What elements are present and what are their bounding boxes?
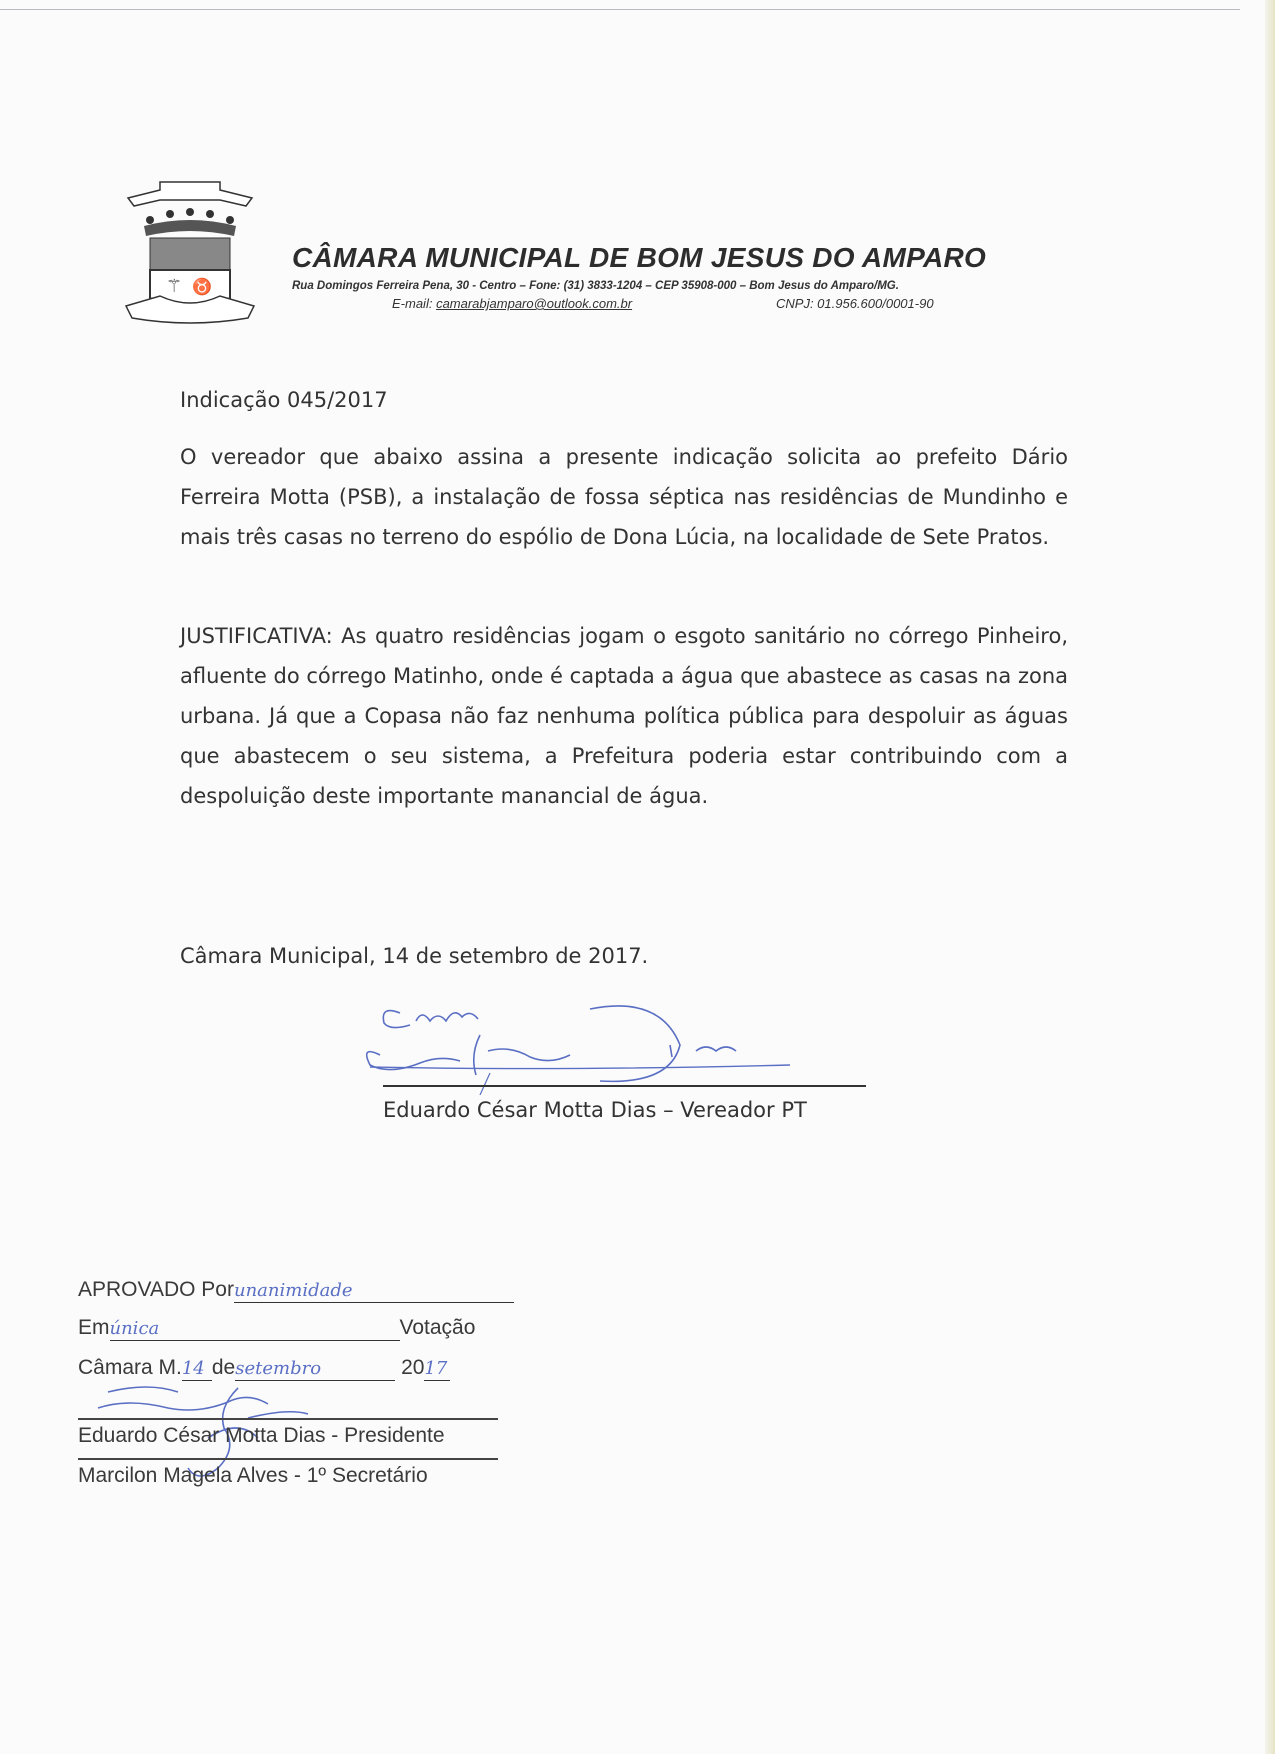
- institution-cnpj: CNPJ: 01.956.600/0001-90: [776, 296, 934, 311]
- signature-line: [383, 1085, 866, 1087]
- president-line: [78, 1418, 498, 1420]
- date-line: Câmara Municipal, 14 de setembro de 2017.: [180, 944, 649, 968]
- institution-title: CÂMARA MUNICIPAL DE BOM JESUS DO AMPARO: [292, 242, 987, 273]
- signer-name: Eduardo César Motta Dias – Vereador PT: [383, 1098, 807, 1122]
- handwritten-signature: [360, 995, 790, 1095]
- day-value: 14: [181, 1358, 205, 1379]
- scan-top-line: [0, 9, 1240, 10]
- institution-email: [392, 296, 632, 311]
- votacao-label: Votação: [399, 1316, 476, 1339]
- camara-label: Câmara M.: [78, 1356, 182, 1379]
- month-value: setembro: [235, 1358, 322, 1379]
- year-prefix: 20: [401, 1356, 425, 1379]
- svg-text:⚚: ⚚: [166, 276, 183, 296]
- email-label: E-mail:: [392, 296, 437, 311]
- approved-by-value: unanimidade: [233, 1280, 353, 1301]
- municipal-crest-logo: [120, 178, 260, 328]
- scan-page-edge: [1265, 0, 1275, 1754]
- approved-by-label: APROVADO Por: [78, 1278, 234, 1301]
- year-value: 17: [424, 1358, 448, 1379]
- voting-value: única: [109, 1318, 160, 1339]
- approved-by-row: [78, 1278, 514, 1303]
- secretary-name: Marcilon Magela Alves - 1º Secretário: [78, 1464, 428, 1487]
- president-name: Eduardo César Motta Dias - Presidente: [78, 1424, 445, 1447]
- indicacao-number: Indicação 045/2017: [180, 388, 388, 412]
- email-link[interactable]: camarabjamparo@outlook.com.br: [436, 296, 633, 311]
- de-label: de: [211, 1356, 236, 1379]
- justification-paragraph: JUSTIFICATIVA: As quatro residências jogam o esgoto sanitário no córrego Pinheiro, afluente do córrego Matinho, onde é captada a água que abastece as casas na zona urbana. Já que a Copasa não faz nenhuma política pública para despoluir as águas que abastecem o seu sistema, a Prefeitura poderia estar contribuindo com a despoluição deste importante manancial de água.: [180, 624, 1068, 808]
- institution-address: Rua Domingos Ferreira Pena, 30 - Centro – Fone: (31) 3833-1204 – CEP 35908-000 – Bom Jesus do Amparo/MG.: [292, 280, 899, 292]
- voting-row: [78, 1316, 475, 1341]
- svg-text:♉: ♉: [192, 279, 212, 296]
- request-paragraph: O vereador que abaixo assina a presente indicação solicita ao prefeito Dário Ferreira Motta (PSB), a instalação de fossa séptica nas residências de Mundinho e mais três casas no terreno do espólio de Dona Lúcia, na localidade de Sete Pratos.: [180, 445, 1068, 549]
- secretary-line: [78, 1458, 498, 1460]
- em-label: Em: [78, 1316, 110, 1339]
